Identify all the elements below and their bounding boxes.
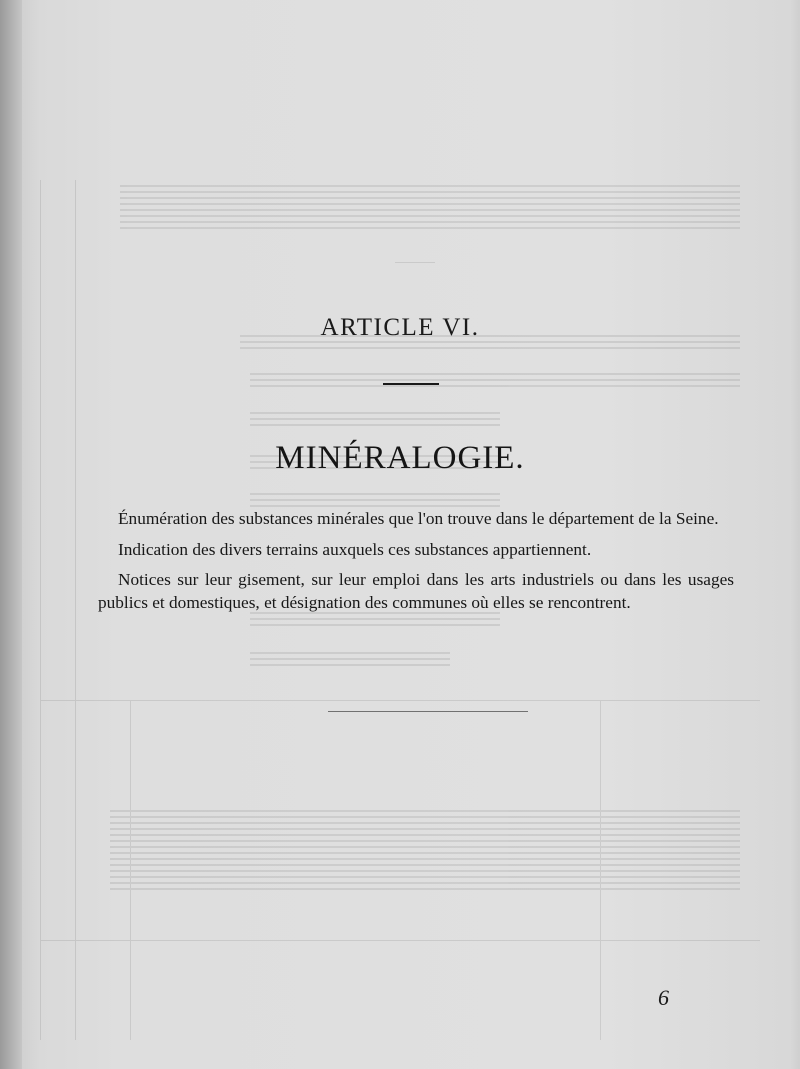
summary-paragraph: Notices sur leur gisement, sur leur emploi dans les arts industriels ou dans les usages publics et domestiques, et désignation des communes où elles se rencontrent. <box>98 570 734 612</box>
article-summary <box>98 508 734 622</box>
summary-paragraph: Indication des divers terrains auxquels ces substances appartiennent. <box>118 539 592 559</box>
article-heading: ARTICLE VI. <box>320 314 480 341</box>
binding-shadow <box>0 0 22 1069</box>
section-heading: MINÉRALOGIE. <box>275 440 525 476</box>
summary-paragraph: Énumération des substances minérales que l'on trouve dans le département de la Seine. <box>118 509 719 528</box>
page-number: 6 <box>658 985 669 1010</box>
short-divider-rule <box>383 383 439 385</box>
long-divider-rule <box>328 711 528 712</box>
